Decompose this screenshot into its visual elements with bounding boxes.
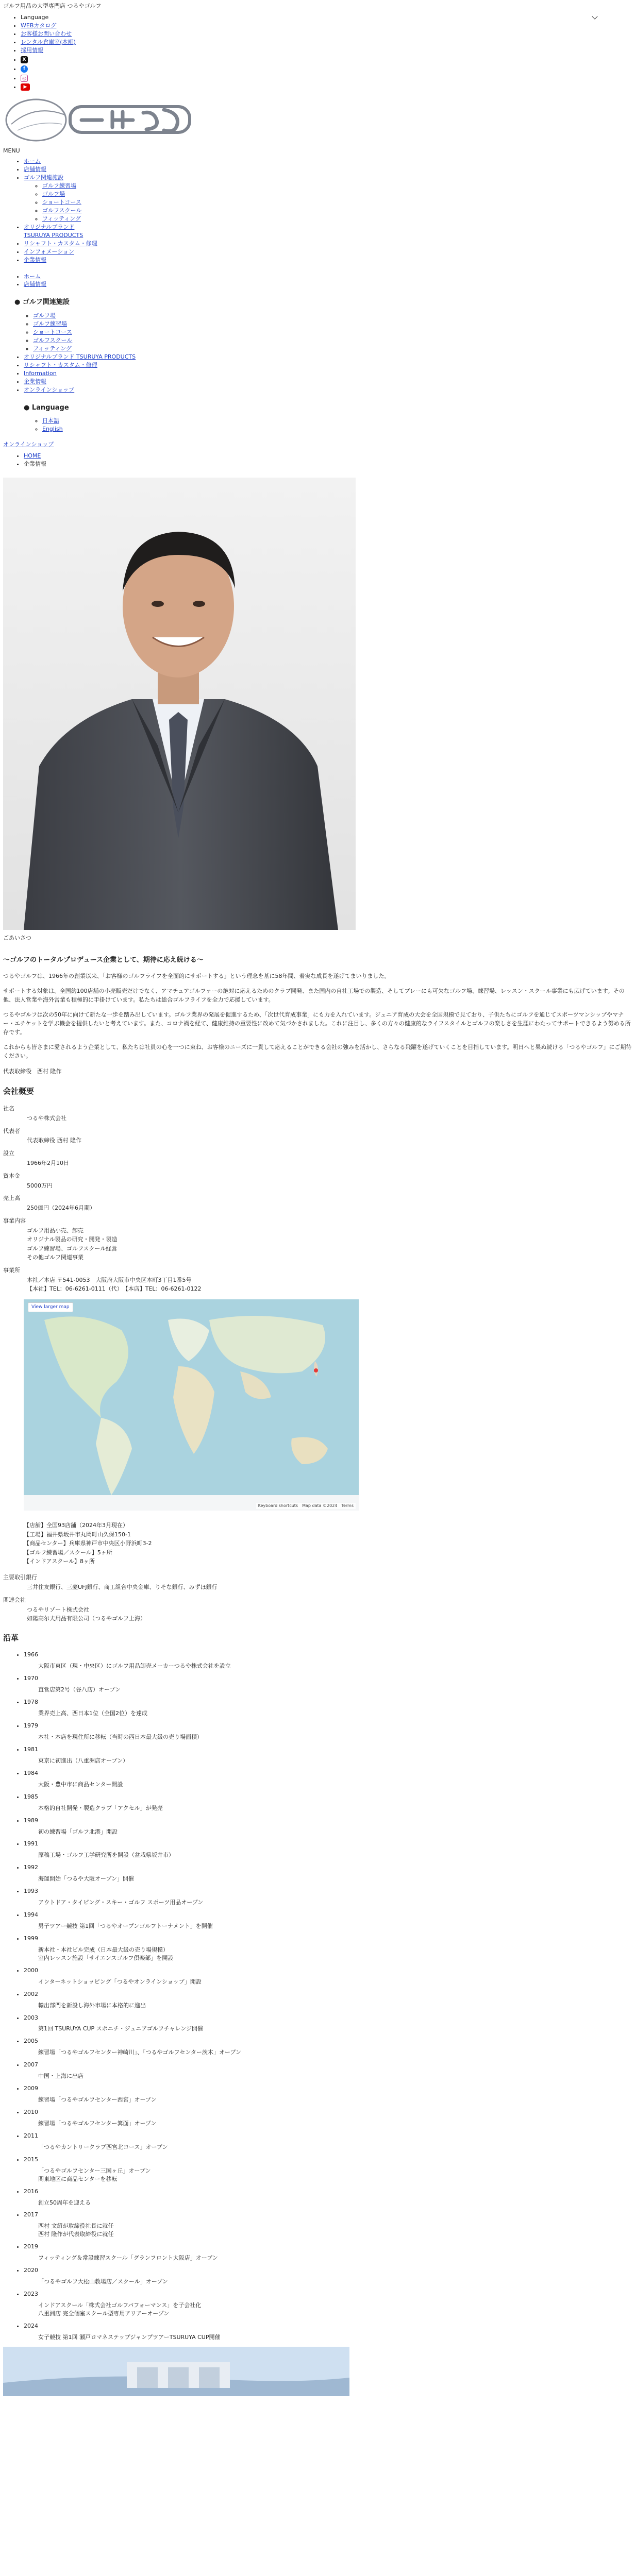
- history-event-line: アウトドア・タイピング・スキー・ゴルフ スポーツ用品オープン: [38, 1899, 204, 1906]
- history-event-line: 輸出部門を新設し海外市場に本格的に進出: [38, 2002, 146, 2009]
- history-item: [24, 1651, 635, 1670]
- history-year: • 1999: [24, 1935, 38, 1942]
- history-year: • 1979: [24, 1722, 38, 1730]
- chevron-down-icon[interactable]: [592, 13, 597, 19]
- history-event: [24, 2048, 635, 2057]
- site-title: ゴルフ用品の大型専門店 つるやゴルフ: [3, 3, 102, 9]
- history-item: [24, 2132, 635, 2151]
- nav2-sub-item[interactable]: ゴルフ場: [33, 312, 56, 319]
- history-item: [24, 1698, 635, 1718]
- profile-label: 社名: [3, 1105, 14, 1112]
- nav2-company[interactable]: 企業情報: [24, 378, 46, 385]
- history-event-line: 大阪・豊中市に商品センター開設: [38, 1781, 123, 1788]
- history-item: [24, 1935, 635, 1962]
- site-line: 【商品センター】兵庫県神戸市中央区小野浜町3-2: [24, 1540, 152, 1547]
- history-event-line: 創立50周年を迎える: [38, 2199, 91, 2206]
- nav-sub-item[interactable]: ゴルフ練習場: [42, 182, 76, 190]
- profile-label: 代表者: [3, 1127, 20, 1134]
- nav-home[interactable]: ホーム: [24, 158, 41, 165]
- nav2-info[interactable]: Information: [24, 369, 57, 377]
- history-event-line: 原稿工場・ゴルフ工学研究所を開設（盆栽県坂井市）: [38, 1852, 174, 1859]
- history-year: • 1970: [24, 1675, 38, 1682]
- sites-list: [24, 1521, 635, 1566]
- greeting-caption: ごあいさつ: [3, 935, 31, 942]
- history-year: • 2000: [24, 1967, 38, 1974]
- history-year: • 2023: [24, 2291, 38, 2297]
- history-event-line: 練習場「つるやゴルフセンター箕面」オープン: [38, 2120, 157, 2127]
- history-item: [24, 2322, 635, 2342]
- history-item: [24, 2188, 635, 2207]
- profile-label: 関連会社: [3, 1596, 26, 1603]
- office-map[interactable]: [24, 1299, 359, 1511]
- history-item: [24, 2061, 635, 2080]
- history-event: [24, 1828, 635, 1836]
- history-event-line: インターネットショッピング「つるやオンラインショップ」開設: [38, 1978, 202, 1985]
- catalog-link[interactable]: WEBカタログ: [21, 22, 57, 29]
- history-event: [24, 2002, 635, 2010]
- nav-sub-item[interactable]: フィッティング: [42, 215, 81, 222]
- history-event: [24, 1922, 635, 1930]
- history-item: [24, 1967, 635, 1986]
- nav-stores[interactable]: 店舗情報: [24, 166, 46, 173]
- history-list: [0, 1651, 635, 2341]
- history-year: • 1991: [24, 1840, 38, 1848]
- secondary-nav: [0, 273, 635, 394]
- history-event-line: 本格的自社開発・製造クラブ「アクセル」が発売: [38, 1804, 163, 1811]
- history-event: [24, 1733, 635, 1741]
- history-event: [24, 1781, 635, 1789]
- history-event-line: 中国・上海に出店: [38, 2073, 83, 2080]
- history-event-line: 第1回 TSURUYA CUP スポニチ・ジュニアゴルフチャレンジ開催: [38, 2025, 204, 2032]
- history-item: [24, 1990, 635, 2010]
- language-block: [0, 403, 635, 434]
- history-event: [24, 1757, 635, 1765]
- history-title: 沿革: [3, 1633, 19, 1642]
- history-item: [24, 1840, 635, 1859]
- message-paragraph: これからも皆さまに愛されるよう企業として、私たちは社員の心を一つに束ね、お客様のニーズに一貫して応えることができる会社の強みを活かし、さらなる飛躍を遂げていくことを目指しています。明日へと果ぬ続ける「つるやゴルフ」にご期待ください。: [3, 1044, 632, 1060]
- president-message: [0, 972, 635, 1060]
- history-year: • 2003: [24, 2014, 38, 2021]
- history-event-line: 「つるやゴルフセンター三国ヶ丘」オープン: [38, 2167, 151, 2174]
- history-event: [24, 1899, 635, 1907]
- nav2-sub-item[interactable]: フィッティング: [33, 345, 72, 352]
- history-year: • 1981: [24, 1745, 38, 1753]
- history-item: [24, 2211, 635, 2239]
- history-event-line: 「つるやカントリークラブ西宮北コース」オープン: [38, 2143, 168, 2150]
- history-event-line: 初の練習場「ゴルフ北港」開設: [38, 1828, 118, 1835]
- language-label: Language: [21, 13, 49, 21]
- language-selector[interactable]: [21, 13, 632, 22]
- instagram-icon[interactable]: ◎: [21, 75, 28, 82]
- history-year: • 2017: [24, 2211, 38, 2218]
- history-year: • 2005: [24, 2038, 38, 2045]
- map-attribution: Keyboard shortcuts Map data ©2024 Terms: [256, 1503, 356, 1509]
- language-heading: ● Language: [24, 403, 69, 412]
- site-line: 【インドアスクール】8ヶ所: [24, 1558, 95, 1565]
- message-paragraph: つるやゴルフは次の50年に向けて新たな一歩を踏み出しています。ゴルフ業界の発展を促進するため、「次世代育成事業」にも力を入れています。ジュニア育成の大会を全国規模で見ており、子供たちにゴルフを通じてスポーツマンシップやマナー・エチケットを学ぶ機会を提供したいと考えています。また、コロナ禍を経て、健康維持の重要性に改めて気づかされました。これに注目し、多くの方々の健康的なライフスタイルとゴルフの楽しさを生涯にわたってサポートできるよう努める所存です。: [3, 1011, 631, 1036]
- nav2-sub-item[interactable]: ゴルフ練習場: [33, 320, 67, 328]
- recruit-link[interactable]: 採用情報: [21, 46, 43, 54]
- history-event-line: 本社・本店を現住所に移転（当時の西日本最大級の売り場面積）: [38, 1734, 203, 1740]
- history-item: [24, 1722, 635, 1741]
- history-item: [24, 2108, 635, 2128]
- nav-original-brand-ja: オリジナルブランド: [24, 223, 75, 230]
- nav-golf-facilities[interactable]: ゴルフ関連施設: [24, 174, 63, 181]
- history-event: [24, 2167, 635, 2183]
- history-item: [24, 1863, 635, 1883]
- history-year: • 1978: [24, 1699, 38, 1706]
- history-event: [24, 1851, 635, 1859]
- header: [0, 0, 635, 91]
- nav-golf-submenu: [24, 182, 635, 223]
- profile-value: オリジナル製品の研究・開発・製造: [27, 1236, 118, 1243]
- nav2-sub-item[interactable]: ショートコース: [33, 329, 72, 336]
- history-event-line: 女子競技 第1回 瀬戸ロマネステップジャンプツアーTSURUYA CUP開催: [38, 2333, 221, 2341]
- nav-original-brand-en: TSURUYA PRODUCTS: [24, 231, 83, 239]
- nav2-home[interactable]: ホーム: [24, 273, 41, 280]
- history-year: • 2010: [24, 2109, 38, 2115]
- breadcrumb-home[interactable]: HOME: [24, 452, 41, 460]
- lang-en-link[interactable]: English: [42, 426, 63, 433]
- history-item: [24, 1674, 635, 1694]
- history-event: [24, 2096, 635, 2104]
- history-event: [24, 1709, 635, 1718]
- utility-nav: [3, 13, 632, 91]
- history-event: [24, 2072, 635, 2080]
- history-event: [24, 2120, 635, 2128]
- site-line: 【店舗】全国93店舗（2024年3月現在）: [24, 1522, 128, 1529]
- history-year: • 1966: [24, 1651, 38, 1658]
- history-item: [24, 2243, 635, 2262]
- profile-label: 売上高: [3, 1195, 20, 1202]
- x-icon[interactable]: X: [21, 56, 28, 63]
- company-profile-extra: [3, 1573, 635, 1623]
- history-event-line: 「つるやゴルフ大松山教場店／スクール」オープン: [38, 2278, 168, 2285]
- profile-label: 事業所: [3, 1266, 20, 1274]
- profile-value: その他ゴルフ関連事業: [27, 1254, 83, 1261]
- profile-value: 1966年2月10日: [27, 1159, 69, 1166]
- site-logo[interactable]: [4, 94, 195, 144]
- nav2-online[interactable]: オンラインショップ: [24, 386, 75, 393]
- history-year: • 2016: [24, 2188, 38, 2195]
- history-event-line: 八重洲店 完全個室スクール型専用アリアーオープン: [38, 2310, 170, 2317]
- profile-value: つるやリゾート株式会社: [27, 1606, 89, 1613]
- history-event-line: 海運開始「つるや大阪オープン」開催: [38, 1875, 135, 1883]
- history-event-line: 関東地区に商品センターを移転: [38, 2175, 118, 2182]
- history-event: [24, 1875, 635, 1883]
- history-event: [24, 1662, 635, 1670]
- history-year: • 2007: [24, 2061, 38, 2069]
- history-year: • 2011: [24, 2132, 38, 2139]
- nav-info[interactable]: インフォメーション: [24, 248, 75, 255]
- breadcrumb-current: 企業情報: [24, 461, 46, 468]
- main-nav: [0, 157, 635, 264]
- profile-label: 主要取引銀行: [3, 1574, 37, 1581]
- profile-value: 本社／本店 〒541-0053 大阪府大阪市中央区本町3丁目1番5号: [27, 1276, 192, 1283]
- breadcrumb: [0, 452, 635, 468]
- company-profile: [3, 1105, 635, 1294]
- history-year: • 2024: [24, 2322, 38, 2329]
- history-item: [24, 2266, 635, 2286]
- message-title: ～ゴルフのトータルプロデュース企業として、期待に応え続ける～: [3, 956, 204, 964]
- history-event-line: 練習場「つるやゴルフセンター西宮」オープン: [38, 2096, 157, 2104]
- history-event: [24, 2301, 635, 2318]
- history-year: • 2009: [24, 2085, 38, 2092]
- history-year: • 2002: [24, 1990, 38, 1997]
- nav-original-brand[interactable]: [24, 224, 83, 239]
- view-larger-map-link[interactable]: View larger map: [28, 1302, 73, 1312]
- lang-ja-link[interactable]: 日本語: [42, 417, 59, 425]
- history-year: • 1994: [24, 1911, 38, 1919]
- contact-link[interactable]: お客様お問い合わせ: [21, 30, 72, 37]
- history-year: • 2020: [24, 2267, 38, 2274]
- history-year: • 2015: [24, 2156, 38, 2163]
- history-event-line: 直営店第2号（谷八店）オープン: [38, 1686, 121, 1693]
- profile-value: 250億円（2024年6月期）: [27, 1205, 95, 1212]
- history-photo: [3, 2347, 349, 2396]
- history-item: [24, 2037, 635, 2057]
- history-item: [24, 1911, 635, 1930]
- history-year: • 1989: [24, 1817, 38, 1824]
- history-year: • 2019: [24, 2243, 38, 2250]
- language-list: [24, 417, 635, 433]
- president-photo: [3, 478, 356, 930]
- history-item: [24, 1769, 635, 1789]
- history-year: • 1985: [24, 1793, 38, 1800]
- history-event-line: 業界売上高、西日本1位（全国2位）を達成: [38, 1710, 147, 1717]
- history-item: [24, 2290, 635, 2318]
- nav-sub-item[interactable]: ゴルフスクール: [42, 207, 82, 214]
- history-event-line: 新本社・本社ビル完成（日本最大級の売り場規模）: [38, 1946, 169, 1953]
- history-event-line: 男子ツアー競技 第1回「つるやオープンゴルフトーナメント」を開催: [38, 1923, 213, 1929]
- site-line: 【ゴルフ練習場／スクール】5ヶ所: [24, 1549, 112, 1556]
- history-event-line: フィッティング＆常設練習スクール「グランフロント大阪店」オープン: [38, 2255, 218, 2262]
- nav2-sub-item[interactable]: ゴルフスクール: [33, 337, 73, 344]
- profile-value: ゴルフ練習場、ゴルフスクール経営: [27, 1245, 118, 1252]
- history-year: • 1992: [24, 1864, 38, 1871]
- nav-company[interactable]: 企業情報: [24, 256, 46, 263]
- profile-value: ゴルフ用品小売、卸売: [27, 1227, 83, 1234]
- online-shop-link[interactable]: オンラインショップ: [3, 441, 54, 448]
- history-item: [24, 2156, 635, 2183]
- message-paragraph: サポートする対象は、全国約100店舗の小売販売だけでなく、アマチュアゴルファーの絶対に応えるためのクラブ開発、また国内の自社工場での製造、そしてプレーにも可欠なゴルフ場、練習場、レッスン・スクール事業にも広げています。その他、法人営業や海外営業も積極的に手掛けています。私たちは総合ゴルフライフを全力で応援しています。: [3, 987, 625, 1003]
- history-item: [24, 1793, 635, 1812]
- history-event-line: 東京に初進出（八重洲店オープン）: [38, 1757, 129, 1764]
- profile-value: 如陽高尔夫用品有限公司（つるやゴルフ上海）: [27, 1615, 146, 1622]
- history-item: [24, 1745, 635, 1765]
- history-event: [24, 2143, 635, 2151]
- nav-sub-item[interactable]: ゴルフ場: [42, 191, 65, 198]
- language-heading-label: Language: [31, 403, 69, 412]
- history-event: [24, 1686, 635, 1694]
- history-event-line: 西村 文紹が取締役社長に就任: [38, 2223, 114, 2230]
- profile-label: 設立: [3, 1150, 14, 1157]
- history-event: [24, 2333, 635, 2342]
- history-event: [24, 1804, 635, 1812]
- history-year: • 1984: [24, 1769, 38, 1776]
- profile-value: 三井住友銀行、三菱UFJ銀行、商工組合中央金庫、りそな銀行、みずほ銀行: [27, 1583, 218, 1590]
- profile-label: 資本金: [3, 1172, 20, 1179]
- message-signature: 代表取締役 西村 隆作: [3, 1068, 62, 1075]
- profile-value: 【本社】TEL：06-6261-0111（代） 【本店】TEL：06-6261-0122: [27, 1285, 202, 1293]
- nav2-golf-submenu: [14, 312, 635, 353]
- profile-label: 事業内容: [3, 1217, 26, 1224]
- history-event: [24, 2025, 635, 2033]
- history-item: [24, 2084, 635, 2104]
- message-paragraph: つるやゴルフは、1966年の創業以来、「お客様のゴルフライフを全面的にサポートする」という理念を基に58年間、着実な成長を遂げてまいりました。: [3, 972, 390, 979]
- history-item: [24, 1817, 635, 1836]
- nav-repair[interactable]: リシャフト・カスタム・修理: [24, 240, 97, 247]
- history-event-line: 大阪市東区（現・中央区）にゴルフ用品卸売メーカーつるや株式会社を設立: [38, 1663, 231, 1670]
- profile-value: 5000万円: [27, 1182, 53, 1189]
- nav-sub-item[interactable]: ショートコース: [42, 199, 81, 206]
- history-year: • 1993: [24, 1888, 38, 1895]
- history-event: [24, 2199, 635, 2207]
- nav2-repair[interactable]: リシャフト・カスタム・修理: [24, 361, 97, 368]
- history-event-line: 練習場「つるやゴルフセンター神崎川」、「つるやゴルフセンター茨木」オープン: [38, 2049, 241, 2056]
- facebook-icon[interactable]: f: [21, 65, 28, 73]
- menu-toggle[interactable]: MENU: [3, 147, 20, 155]
- nav2-golf-facilities-heading: ● ゴルフ関連施設: [14, 298, 70, 307]
- history-event: [24, 2254, 635, 2262]
- nav2-stores[interactable]: 店舗情報: [24, 281, 46, 288]
- profile-value: 代表取締役 西村 隆作: [27, 1137, 81, 1144]
- history-event: [24, 2222, 635, 2239]
- nav2-golf-facilities-label: ゴルフ関連施設: [22, 298, 70, 307]
- history-item: [24, 2014, 635, 2033]
- history-event: [24, 1978, 635, 1986]
- nav2-original-brand[interactable]: オリジナルブランド TSURUYA PRODUCTS: [24, 353, 136, 360]
- company-profile-title: 会社概要: [3, 1087, 35, 1096]
- history-event: [24, 1946, 635, 1962]
- profile-value: つるや株式会社: [27, 1114, 66, 1122]
- history-event-line: インドアスクール「株式会社ゴルフパフォーマンス」を子会社化: [38, 2301, 202, 2309]
- youtube-icon[interactable]: ▶: [21, 83, 30, 91]
- history-event-line: 西村 隆作が代表取締役に就任: [38, 2231, 114, 2238]
- rental-link[interactable]: レンタル倉庫室(本町): [21, 38, 76, 45]
- history-item: [24, 1887, 635, 1907]
- history-event: [24, 2278, 635, 2286]
- site-line: 【工場】福井県坂井市丸岡町山久保150-1: [24, 1531, 131, 1538]
- history-event-line: 室内レッスン施設「サイエンスゴルフ倶楽部」を開設: [38, 1954, 174, 1961]
